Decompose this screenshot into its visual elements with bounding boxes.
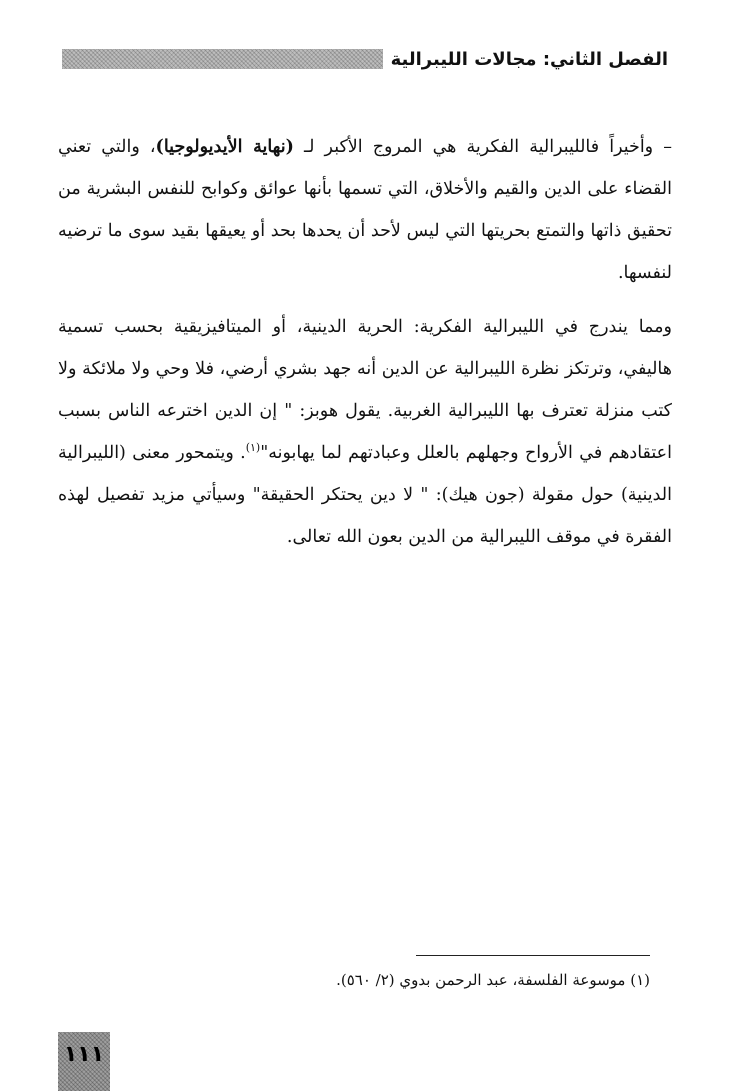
- paragraph-1: [58, 126, 672, 294]
- footnote: (١) موسوعة الفلسفة، عبد الرحمن بدوي (٢/ ٥٦٠).: [336, 971, 650, 989]
- paragraph-1-rest: ، والتي تعني القضاء على الدين والقيم والأخلاق، التي تسمها بأنها عوائق وكوابح للنفس البشرية من تحقيق ذاتها والتمتع بحريتها التي ليس لأحد أن يحدها بحد أو يعيقها بقيد سوى ما ترضيه لنفسها.: [58, 137, 672, 283]
- header-decorative-bar: [62, 49, 383, 69]
- paragraph-1-bold-term: (نهاية الأيديولوجيا): [155, 137, 294, 157]
- chapter-title: الفصل الثاني: مجالات الليبرالية: [390, 48, 668, 70]
- running-header: [62, 44, 668, 74]
- body-text: [58, 126, 672, 570]
- page-number-block: [58, 1032, 110, 1091]
- page-number: ١١١: [63, 1042, 105, 1067]
- paragraph-2: [58, 306, 672, 558]
- paragraph-1-start: – وأخيراً فالليبرالية الفكرية هي المروج الأكبر لـ: [293, 137, 672, 157]
- paragraph-2-start: ومما يندرج في الليبرالية الفكرية: الحرية الدينية، أو الميتافيزيقية بحسب تسمية هاليفي، وترتكز نظرة الليبرالية عن الدين أنه جهد بشري أرضي، فلا وحي ولا ملائكة ولا كتب منزلة تعترف بها الليبرالية الغربية. يقول هوبز: " إن الدين اخترعه الناس بسبب اعتقادهم في الأرواح وجهلهم بالعلل وعبادتهم لما يهابونه": [58, 317, 672, 463]
- footnote-separator: [416, 955, 650, 956]
- footnote-reference[interactable]: (١): [245, 441, 261, 455]
- paragraph-2-rest: . ويتمحور معنى (الليبرالية الدينية) حول مقولة (جون هيك): " لا دين يحتكر الحقيقة" وسيأتي مزيد تفصيل لهذه الفقرة في موقف الليبرالية من الدين بعون الله تعالى.: [58, 443, 672, 547]
